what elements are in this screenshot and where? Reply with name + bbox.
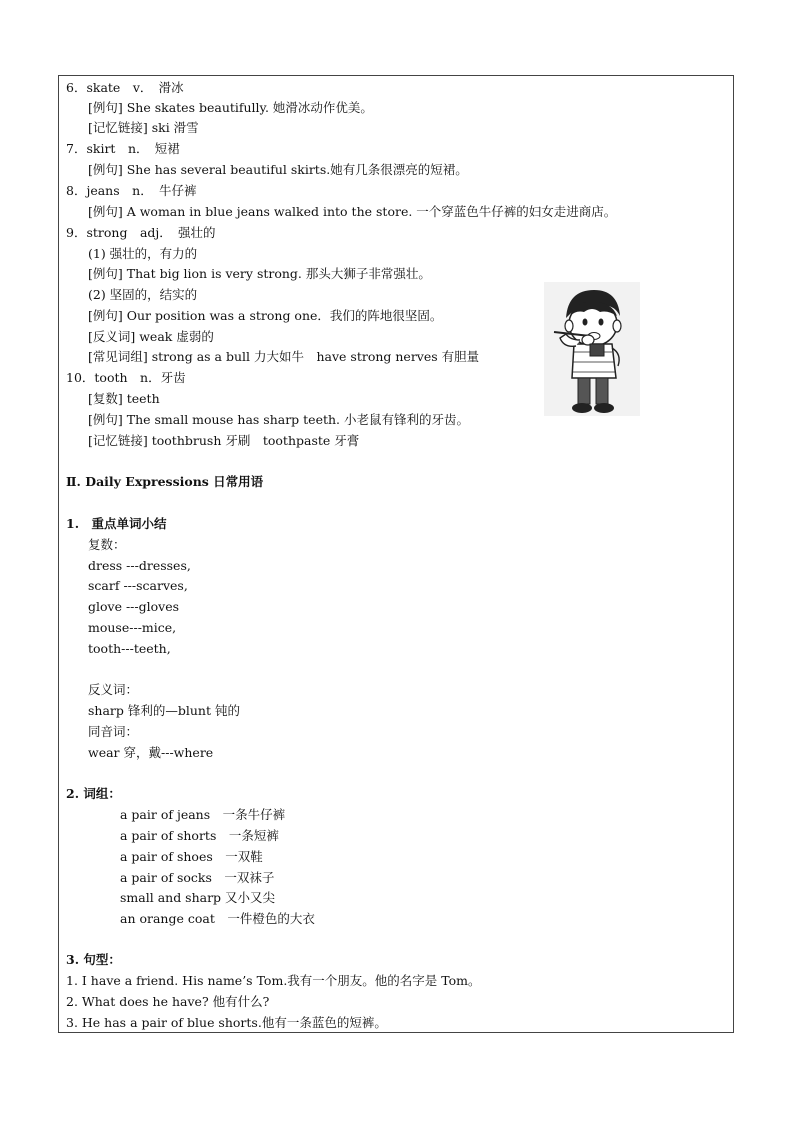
vocab-line: [记忆链接] ski 滑雪: [88, 120, 199, 135]
vocab-head-jeans: 8．jeans n． 牛仔裤: [66, 183, 197, 198]
phrases-heading: 2. 词组：: [66, 786, 121, 801]
plural-item: dress ---dresses,: [88, 558, 191, 573]
vocab-line: [反义词] weak 虚弱的: [88, 329, 214, 344]
vocab-line: [例句] Our position was a strong one．我们的阵地很坚固。: [88, 308, 443, 323]
pattern-item: 3. He has a pair of blue shorts.他有一条蓝色的短裤。: [66, 1015, 387, 1030]
plural-item: tooth---teeth,: [88, 641, 171, 656]
boy-brushing-teeth-icon: [544, 282, 640, 416]
vocab-line: [例句] The small mouse has sharp teeth. 小老鼠有锋利的牙齿。: [88, 412, 469, 427]
vocab-head-skirt: 7．skirt n． 短裙: [66, 141, 180, 156]
pattern-item: 2. What does he have? 他有什么?: [66, 994, 270, 1009]
vocab-head-tooth: 10．tooth n．牙齿: [66, 370, 186, 385]
phrase-item: a pair of jeans 一条牛仔裤: [120, 807, 286, 822]
vocab-line: [复数] teeth: [88, 391, 160, 406]
pattern-item: 1. I have a friend. His name’s Tom.我有一个朋友。他的名字是 Tom。: [66, 973, 481, 988]
vocab-line: [常见词组] strong as a bull 力大如牛 have strong nerves 有胆量: [88, 349, 480, 364]
plural-item: mouse---mice,: [88, 620, 177, 635]
phrase-item: small and sharp 又小又尖: [120, 890, 276, 905]
antonym-item: sharp 锋利的—blunt 钝的: [88, 703, 240, 718]
plural-label: 复数：: [88, 537, 126, 552]
antonym-label: 反义词：: [88, 682, 139, 697]
plural-item: glove ---gloves: [88, 599, 180, 614]
vocab-line: [例句] A woman in blue jeans walked into the store. 一个穿蓝色牛仔裤的妇女走进商店。: [88, 204, 617, 219]
patterns-heading: 3. 句型：: [66, 952, 121, 967]
plural-item: scarf ---scarves,: [88, 578, 188, 593]
summary-heading: 1. 重点单词小结: [66, 516, 167, 531]
vocab-line: [记忆链接] toothbrush 牙刷 toothpaste 牙膏: [88, 433, 360, 448]
phrase-item: a pair of shorts 一条短裤: [120, 828, 279, 843]
homophone-item: wear 穿，戴---where: [88, 745, 214, 760]
phrase-item: a pair of shoes 一双鞋: [120, 849, 263, 864]
vocab-head-strong: 9．strong adj． 强壮的: [66, 225, 216, 240]
homophone-label: 同音词：: [88, 724, 139, 739]
vocab-line: [例句] She has several beautiful skirts.她有几条很漂亮的短裙。: [88, 162, 468, 177]
phrase-item: an orange coat 一件橙色的大衣: [120, 911, 315, 926]
vocab-head-skate: 6．skate v． 滑冰: [66, 80, 184, 95]
vocab-line: [例句] She skates beautifully. 她滑冰动作优美。: [88, 100, 373, 115]
vocab-line: (2) 坚固的，结实的: [88, 287, 198, 302]
phrase-item: a pair of socks 一双袜子: [120, 870, 275, 885]
vocab-line: (1) 强壮的，有力的: [88, 246, 198, 261]
vocab-line: [例句] That big lion is very strong. 那头大狮子非常强壮。: [88, 266, 431, 281]
section-title: Ⅱ. Daily Expressions 日常用语: [66, 474, 264, 489]
